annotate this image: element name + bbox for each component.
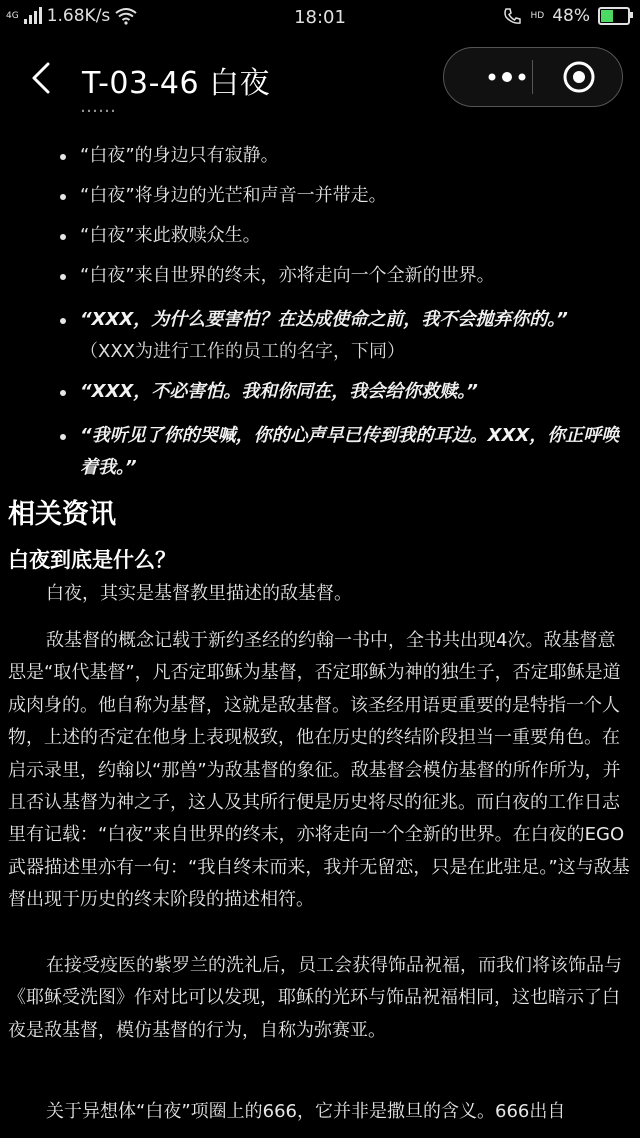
bullet-icon	[60, 194, 66, 200]
bullet-icon	[60, 234, 66, 240]
section-title: 相关资讯	[8, 499, 116, 530]
battery-icon	[598, 7, 630, 25]
bullet-icon	[60, 274, 66, 280]
cut-off-text: ……	[80, 96, 116, 117]
quote-item	[80, 220, 632, 252]
quote-text: “白夜”将身边的光芒和声音一并带走。	[80, 185, 387, 206]
status-right	[503, 6, 631, 26]
quote-text: “我听见了你的哭喊，你的心声早已传到我的耳边。XXX，你正呼唤着我。”	[80, 425, 620, 478]
capsule-divider	[532, 60, 533, 94]
quote-text: “白夜”来自世界的终末，亦将走向一个全新的世界。	[80, 265, 495, 286]
paragraph: 关于异想体“白夜”项圈上的666，它并非是撒旦的含义。666出自	[46, 1101, 566, 1122]
network-speed: 1.68K/s	[46, 6, 111, 26]
close-mini-program-icon[interactable]	[562, 60, 596, 94]
quote-item	[80, 140, 632, 172]
quote-item	[80, 260, 632, 292]
bullet-icon	[60, 318, 66, 324]
paragraph: 白夜，其实是基督教里描述的敌基督。	[46, 583, 352, 604]
battery-percent: 48%	[552, 6, 590, 26]
hd-badge: HD	[530, 11, 545, 21]
back-arrow-icon[interactable]	[24, 58, 64, 98]
status-time: 18:01	[294, 7, 346, 28]
network-badge: 4G	[6, 11, 19, 21]
mini-program-capsule	[443, 47, 623, 107]
quote-text: “白夜”的身边只有寂静。	[80, 145, 279, 166]
quote-item	[80, 304, 632, 368]
battery-fill	[601, 10, 613, 22]
quote-text: “XXX，不必害怕。我和你同在，我会给你救赎。”	[80, 381, 478, 402]
call-icon	[503, 7, 523, 25]
paragraph: 敌基督的概念记载于新约圣经的约翰一书中，全书共出现4次。敌基督意思是“取代基督”，凡否定耶稣为基督，否定耶稣为神的独生子，否定耶稣是道成肉身的。他自称为基督，这就是敌基督。该圣经用语更重要的是特指一个人物，上述的否定在他身上表现极致，他在历史的终结阶段担当一重要角色。在启示录里，约翰以“那兽”为敌基督的象征。敌基督会模仿基督的所作所为，并且否认基督为神之子，这人及其所行便是历史将尽的征兆。而白夜的工作日志里有记载：“白夜”来自世界的终末，亦将走向一个全新的世界。在白夜的EGO武器描述里亦有一句：“我自终末而来，我并无留恋，只是在此驻足。”这与敌基督出现于历史的终末阶段的描述相符。	[8, 630, 630, 911]
bullet-icon	[60, 434, 66, 440]
quote-text: “XXX，为什么要害怕？在达成使命之前，我不会抛弃你的。”	[80, 309, 568, 330]
page-title: T-03-46 白夜	[82, 66, 271, 101]
quote-note: （XXX为进行工作的员工的名字，下同）	[80, 341, 405, 362]
paragraph: 在接受疫医的紫罗兰的洗礼后，员工会获得饰品祝福，而我们将该饰品与《耶稣受洗图》作对比可以发现，耶稣的光环与饰品祝福相同，这也暗示了白夜是敌基督，模仿基督的行为，自称为弥赛亚。	[8, 955, 622, 1041]
quote-text: “白夜”来此救赎众生。	[80, 225, 261, 246]
article-content	[0, 96, 640, 1138]
subsection-title: 白夜到底是什么？	[8, 548, 176, 572]
bullet-icon	[60, 154, 66, 160]
quote-item	[80, 376, 632, 408]
quote-item	[80, 420, 632, 484]
quote-item	[80, 180, 632, 212]
status-bar	[0, 0, 640, 36]
bullet-icon	[60, 390, 66, 396]
